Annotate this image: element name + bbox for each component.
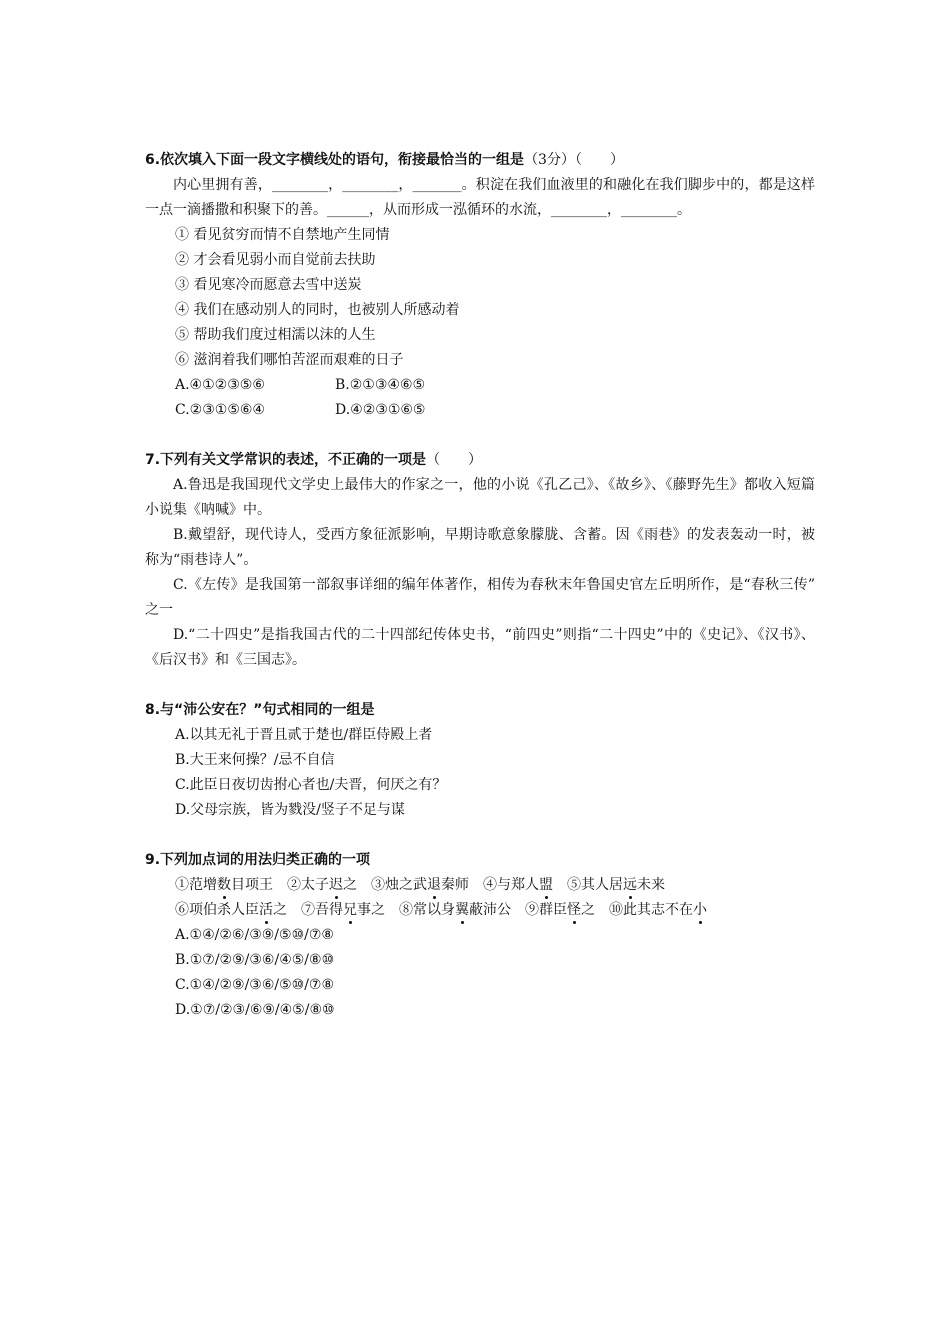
dotted-word: 盟	[539, 877, 553, 893]
option-c: C.②③①⑤⑥④	[175, 402, 265, 418]
question-6-item: ⑤ 帮助我们度过相濡以沫的人生	[175, 327, 376, 343]
dotted-word: 翼	[455, 902, 469, 918]
dotted-phrase: ⑩此其志不在小	[609, 902, 707, 918]
question-8-option-d: D.父母宗族，皆为戮没/竖子不足与谋	[175, 802, 405, 818]
question-7-option-c: C.《左传》是我国第一部叙事详细的编年体著作，相传为春秋末年鲁国史官左丘明所作，是“春秋三传” 之一	[145, 577, 829, 618]
spacer	[145, 423, 815, 448]
question-9-option-a: A.①④/②⑥/③⑨/⑤⑩/⑦⑧	[175, 927, 334, 943]
option-d: D.④②③①⑥⑤	[335, 402, 426, 418]
question-6-item: ② 才会看见弱小而自觉前去扶助	[175, 252, 376, 268]
dotted-word: 小	[693, 902, 707, 918]
question-9	[145, 848, 815, 1023]
question-9-option-c: C.①④/②⑨/③⑥/⑤⑩/⑦⑧	[175, 977, 335, 993]
dotted-word: 远	[623, 877, 637, 893]
question-6-options-row-1	[145, 373, 815, 398]
question-6	[145, 148, 815, 423]
question-8-option-a: A.以其无礼于晋且贰于楚也/群臣侍殿上者	[175, 727, 433, 743]
dotted-word: 数	[217, 877, 231, 893]
spacer	[145, 673, 815, 698]
question-8-option-b: B.大王来何操？/忌不自信	[175, 752, 335, 768]
question-7	[145, 448, 829, 673]
question-9-option-d: D.①⑦/②③/⑥⑨/④⑤/⑧⑩	[175, 1002, 335, 1018]
question-6-score: （3分）（ ）	[524, 152, 624, 168]
question-6-item: ⑥ 滋润着我们哪怕苦涩而艰难的日子	[175, 352, 404, 368]
question-6-passage: 内心里拥有善，________，________，_______。积淀在我们血液里的和融化在我们脚步中的，都是这样一点一滴播撒和积聚下的善。______，从而形成一泓循环的水流，________，________。	[145, 177, 815, 218]
dotted-phrase: ⑥项伯杀人臣活之	[175, 902, 301, 918]
option-a: A.④①②③⑤⑥	[175, 377, 265, 393]
dotted-word: 兄	[343, 902, 357, 918]
option-b: B.②①③④⑥⑤	[335, 377, 426, 393]
dotted-phrase: ⑤其人居远未来	[567, 877, 665, 893]
question-6-item: ① 看见贫穷而情不自禁地产生同情	[175, 227, 390, 243]
dotted-word: 迟	[329, 877, 343, 893]
dotted-phrase: ①范增数目项王	[175, 877, 287, 893]
dotted-phrase: ⑦吾得兄事之	[301, 902, 399, 918]
question-6-title: 6.依次填入下面一段文字横线处的语句，衔接最恰当的一组是（3分）（ ）	[145, 152, 624, 168]
dotted-phrase: ④与郑人盟	[483, 877, 553, 893]
question-7-option-a: A.鲁迅是我国现代文学史上最伟大的作家之一，他的小说《孔乙己》、《故乡》、《藤野先生》都收入短篇小说集《呐喊》中。	[145, 477, 815, 518]
dotted-word: 退	[427, 877, 441, 893]
dotted-word: 怪	[567, 902, 581, 918]
question-6-item: ③ 看见寒冷而愿意去雪中送炭	[175, 277, 362, 293]
question-7-option-b: B.戴望舒，现代诗人，受西方象征派影响，早期诗歌意象朦胧、含蓄。因《雨巷》的发表轰动一时，被称为“雨巷诗人”。	[145, 527, 815, 568]
question-9-option-b: B.①⑦/②⑨/③⑥/④⑤/⑧⑩	[175, 952, 335, 968]
dotted-phrase: ③烛之武退秦师	[371, 877, 483, 893]
question-6-options-row-2	[145, 398, 815, 423]
question-7-blank: （ ）	[426, 452, 483, 468]
question-8	[145, 698, 815, 823]
dotted-phrase: ②太子迟之	[287, 877, 371, 893]
question-7-title: 7.下列有关文学常识的表述，不正确的一项是（ ）	[145, 452, 483, 468]
dotted-phrase: ⑧常以身翼蔽沛公	[399, 902, 525, 918]
question-9-items-row-2	[145, 898, 815, 923]
dotted-phrase: ⑨群臣怪之	[525, 902, 609, 918]
spacer	[145, 823, 815, 848]
question-9-title: 9.下列加点词的用法归类正确的一项	[145, 852, 371, 868]
question-8-option-c: C.此臣日夜切齿拊心者也/夫晋，何厌之有？	[175, 777, 447, 793]
question-8-title: 8.与“沛公安在？”句式相同的一组是	[145, 702, 375, 718]
dotted-word: 活	[259, 902, 273, 918]
question-6-item: ④ 我们在感动别人的同时，也被别人所感动着	[175, 302, 460, 318]
question-7-option-d: D.“二十四史”是指我国古代的二十四部纪传体史书，“前四史”则指“二十四史”中的《史记》、《汉书》、《后汉书》和《三国志》。	[145, 627, 815, 668]
question-9-items-row-1	[145, 873, 815, 898]
exam-content	[145, 148, 829, 1023]
